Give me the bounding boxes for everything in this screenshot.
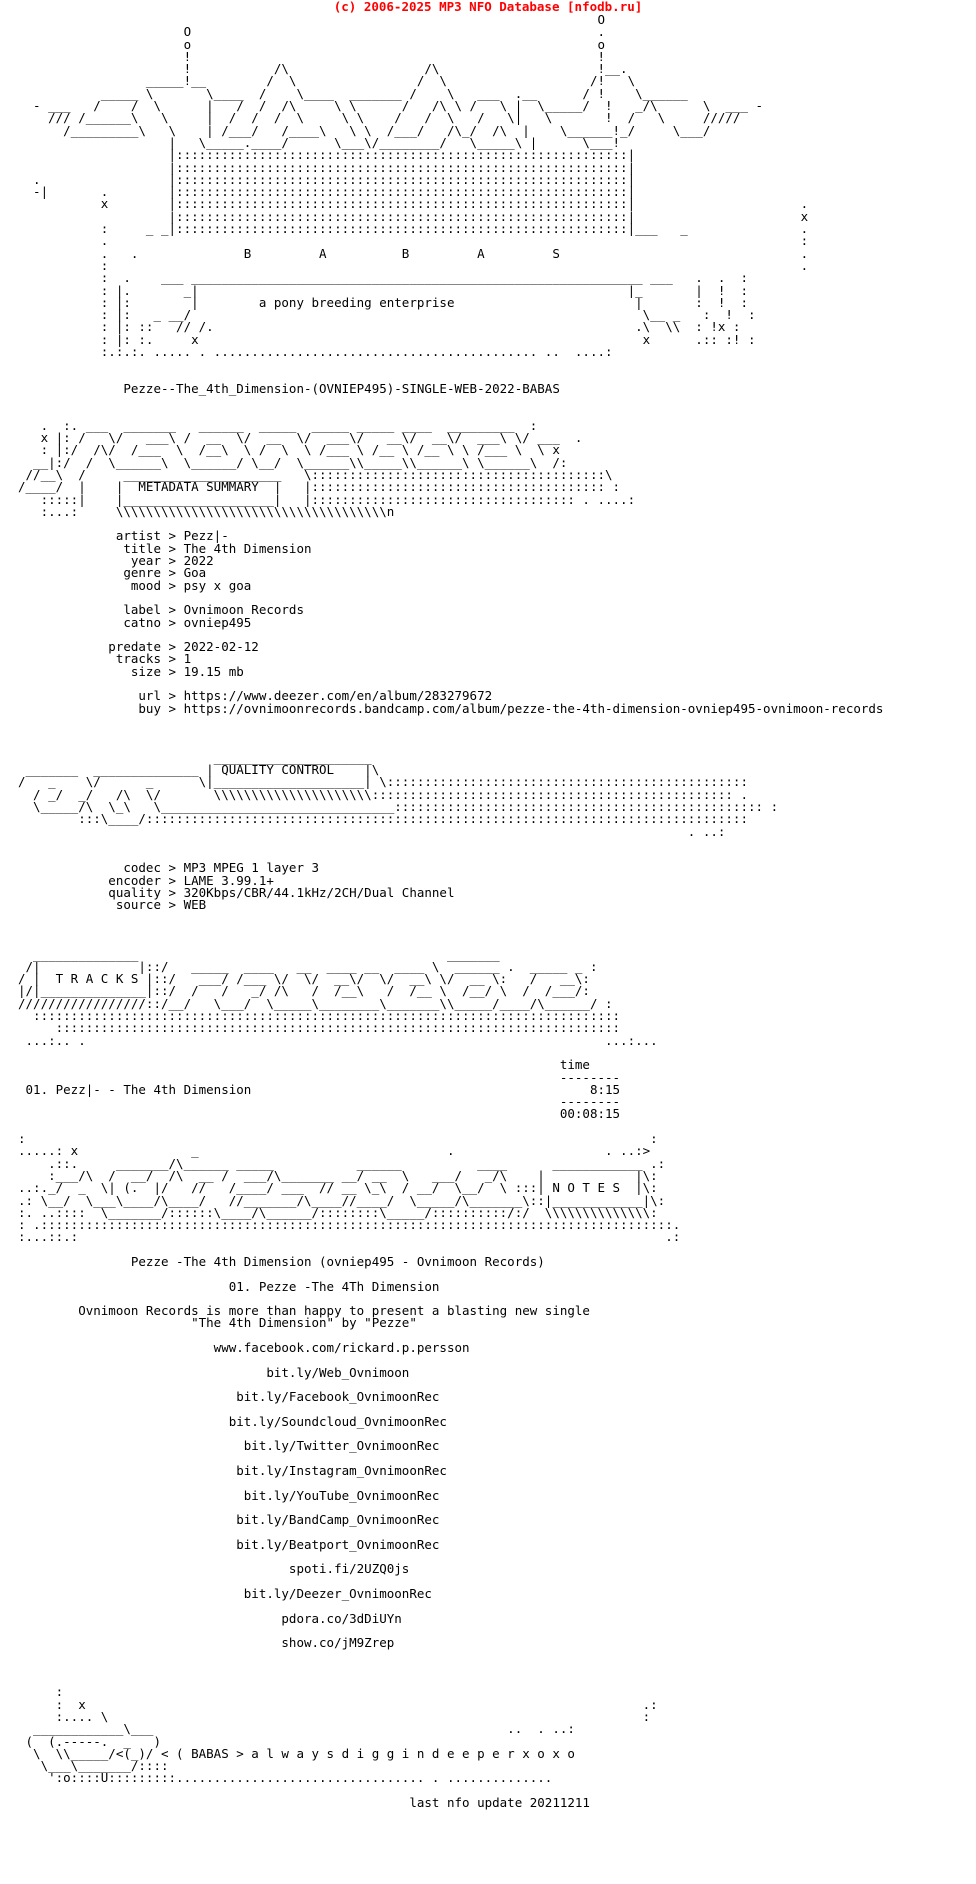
nfo-text: O O . o o ! ! ! /\ /\ !__. _____!__ / \ / \ /! \ _____ \ \____ / \____ _______ / \ ___ .__ / ! \______ - ___ / / \ | / / /\ \ \ / /\ \ / \ | \_____/ ! _/\ \ ___ - /// /______\ \ | / / / \ \ \ / / \ / \| \ ! / \ ///// /_________\ \ | /___/ /____\ \ \ /___/ /\_/ /\ | \______!_/ \___/ | \_____.____/ \___\/________/ \_____\ | \___! |::::::::::::::::::::::::::::::::::::::::::::::::::::::::::::| |::::::::::::::::::::::::::::::::::::::::::::::::::::::::::::| . |::::::::::::::::::::::::::::::::::::::::::::::::::::::::::::| -| . |::::::::::::::::::::::::::::::::::::::::::::::::::::::::::::| x |::::::::::::::::::::::::::::::::::::::::::::::::::::::::::::| . |::::::::::::::::::::::::::::::::::::::::::::::::::::::::::::| x : _ _|::::::::::::::::::::::::::::::::::::::::::::::::::::::::::::|___ _ . . : . . B A B A S . : . : . ___ ____________________________________________________________ ___ . . : : |. _| |_ | ! : : |: | a pony breeding enterprise | : ! : : |: _ __/ \__ _ : ! : : |: :: // /. .\ \\ : !x : : |: :. x x .:: :! : :.:.:. ..... . ........................................... .. ....: Pezze--The_4th_Dimension-(OVNIEP495)-SINGLE-WEB-2022-BABAS . :. ___ _______ ______ _____ _____ _____ ____ _________ : x |: / \/ ___\ / __ \/ __ \/ ___\/ __\/ __\/ ___\ \/ ___ . : |:/ /\/ /___ \ /__\ \ / \ \ /___ \ /__ \ /__ \ \ /___ \ \ x __|:/ / \______\ \______/ \__/ \______\\_____\\______\ \______\ /: //__\ / _____________________ \:::::::::::::::::::::::::::::::::::::::\ /____/ | | METADATA SUMMARY | |::::::::::::::::::::::::::::::::::::::: : :::::| |____________________| |::::::::::::::::::::::::::::::::::: . ....: :...: \\\\\\\\\\\\\\\\\\\\\\\\\\\\\\\\\\\\n artist > Pezz|- title > The 4th Dimension year > 2022 genre > Goa mood > psy x goa label > Ovnimoon Records catno > ovniep495 predate > 2022-02-12 tracks > 1 size > 19.15 mb url > https://www.deezer.com/en/album/283279672 buy > https://ovnimoonrecords.bandcamp.com/album/pezze-the-4th-dimension-ovniep495-ovnimoon-records _____________________ _______ ______________ | QUALITY CONTROL |\ / _ \/ _ \|____________________| \:::::::::::::::::::::::::::::::::::::::::::::::: / _/ _/ /\ \/ \\\\\\\\\\\\\\\\\\\\\:::::::::::::::::::::::::::::::::::::::::::::::: . \_____/\ \_\ \_______________________________::::::::::::::::::::::::::::::::::::::::::::::::: : :::\____/:::::::::::::::::::::::::::::::::::::::::::::::::::::::::::::::::::::::::::::::: . ..: codec > MP3 MPEG 1 layer 3 encoder > LAME 3.99.1+ quality > 320Kbps/CBR/44.1kHz/2CH/Dual Channel source > WEB ______________ _______ /| |::/ _____ ____ __ ____ __ ____ \ ______ . _____ _ : / | T R A C K S |::/ ___/ /___ \/ \/ __\/ \/ __\ \/ __ \: / __\: |/|______________|::/ / / _/ /\ / /__\ / /__ \ /__/ \ / /___/: /////////////////::/__/ \___/ \_____\________\_______\\_____/____/\______/ : :::::::::::::::::::::::::::::::::::::::::::::::::::::::::::::::::::::::::::::: ::::::::::::::::::::::::::::::::::::::::::::::::::::::::::::::::::::::::::: ...:.. . ...:... time -------- 01. Pezz|- - The 4th Dimension 8:15 -------- 00:08:15 : : .....: x _ . . ..:> .::. _______/\______ _____ ______ ____ ____________ .: :___/\ / __/ /\ __ / ___/\_______ __/ __ \ ___/ _/\ | |\: ..:._/ _ \| (. |/ // /____/ ___ // __ \_\ / __/ \__/ \ :::| N O T E S |\: .: \__/ \___\____/\____/ //_______/\____//____/ \_____/\_______\::|____________|\: :. ..:::: \_______/::::::\____/\______/::::::::\_____/::::::::::/:/ \\\\\\\\\\\\\\: : .::::::::::::::::::::::::::::::::::::::::::::::::::::::::::::::::::::::::::::::::::::. :...::.: .: Pezze -The 4th Dimension (ovniep495 - Ovnimoon Records) 01. Pezze -The 4Th Dimension Ovnimoon Records is more than happy to present a blasting new single "The 4th Dimension" by "Pezze" www.facebook.com/rickard.p.persson bit.ly/Web_Ovnimoon bit.ly/Facebook_OvnimoonRec bit.ly/Soundcloud_OvnimoonRec bit.ly/Twitter_OvnimoonRec bit.ly/Instagram_OvnimoonRec bit.ly/YouTube_OvnimoonRec bit.ly/BandCamp_OvnimoonRec bit.ly/Beatport_OvnimoonRec spoti.fi/2UZQ0js bit.ly/Deezer_OvnimoonRec pdora.co/3dDiUYn show.co/jM9Zrep : : x .: :.... \ : ____________\___ .. . ..: ( (.-----. _ ) \ \\_____/<(_)/ < ( BABAS > a l w a y s d i g g i n d e e p e r x o x o \___\_______/:::: ':o::::U:::::::::................................. . .............. last nfo update 20211211 [18, 12, 884, 1811]
site-header: (c) 2006-2025 MP3 NFO Database [nfodb.ru] [333, 0, 643, 14]
